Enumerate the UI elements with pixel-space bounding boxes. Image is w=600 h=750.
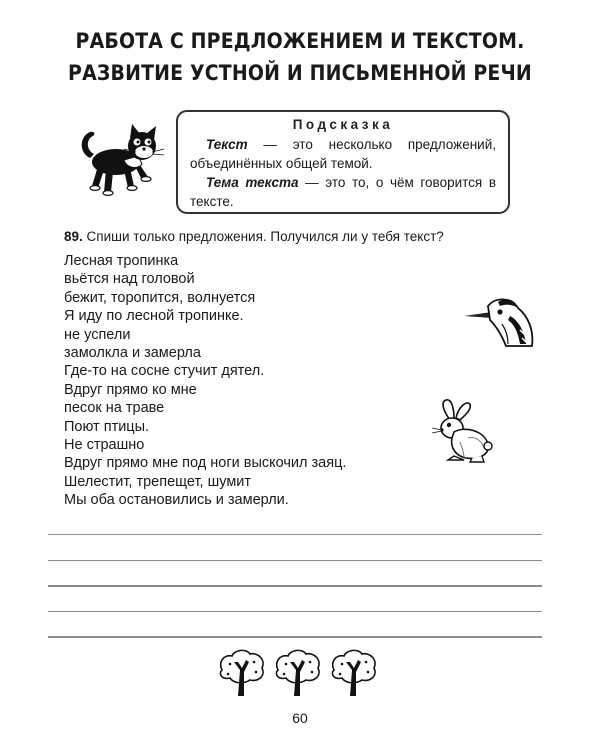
exercise-line: Где-то на сосне стучит дятел. xyxy=(64,363,265,380)
writing-line xyxy=(48,560,542,561)
page-number: 60 xyxy=(292,710,308,726)
hare-icon xyxy=(424,398,496,464)
task-text: Спиши только предложения. Получился ли у тебя текст? xyxy=(86,229,444,244)
exercise-line: Я иду по лесной тропинке. xyxy=(64,308,244,325)
writing-line xyxy=(48,636,542,637)
exercise-line: не успели xyxy=(64,326,131,343)
page-title-line-1: РАБОТА С ПРЕДЛОЖЕНИЕМ И ТЕКСТОМ. xyxy=(75,29,525,53)
writing-line xyxy=(48,611,542,612)
exercise-lines xyxy=(64,252,346,510)
exercise-line: Не страшно xyxy=(64,437,145,454)
page-title-line-2: РАЗВИТИЕ УСТНОЙ И ПИСЬМЕННОЙ РЕЧИ xyxy=(68,61,532,85)
exercise-line: Шелестит, трепещет, шумит xyxy=(64,473,252,490)
task-number: 89. xyxy=(64,229,83,244)
exercise-line: Вдруг прямо мне под ноги выскочил заяц. xyxy=(64,455,347,472)
writing-line xyxy=(48,534,542,535)
exercise-line: Вдруг прямо ко мне xyxy=(64,381,197,398)
hint-title: Подсказка xyxy=(292,117,394,132)
hint-definition-theme xyxy=(190,173,496,211)
task-instruction xyxy=(64,229,444,244)
exercise-line: бежит, торопится, волнуется xyxy=(64,289,256,306)
writing-lines xyxy=(48,534,542,662)
hint-def-theme: — это то, о чём говорится в тексте. xyxy=(190,175,496,209)
trees-icon xyxy=(216,648,384,698)
exercise-line: Поют птицы. xyxy=(64,418,150,435)
writing-line xyxy=(48,585,542,586)
woodpecker-icon xyxy=(462,292,542,348)
exercise-line: Мы оба остановились и замерли. xyxy=(64,492,289,509)
hint-term-text: Текст xyxy=(206,137,248,152)
exercise-line: Лесная тропинка xyxy=(64,253,179,269)
hint-term-theme: Тема текста xyxy=(206,175,299,190)
hint-box xyxy=(176,110,510,214)
exercise-line: замолкла и замерла xyxy=(64,345,201,362)
hint-def-text: — это несколько предложений, объединённых общей темой. xyxy=(190,137,496,171)
exercise-line: вьётся над головой xyxy=(64,271,195,288)
exercise-line: песок на траве xyxy=(64,400,165,417)
hint-definition-text xyxy=(190,135,496,173)
cat-icon xyxy=(76,122,166,200)
